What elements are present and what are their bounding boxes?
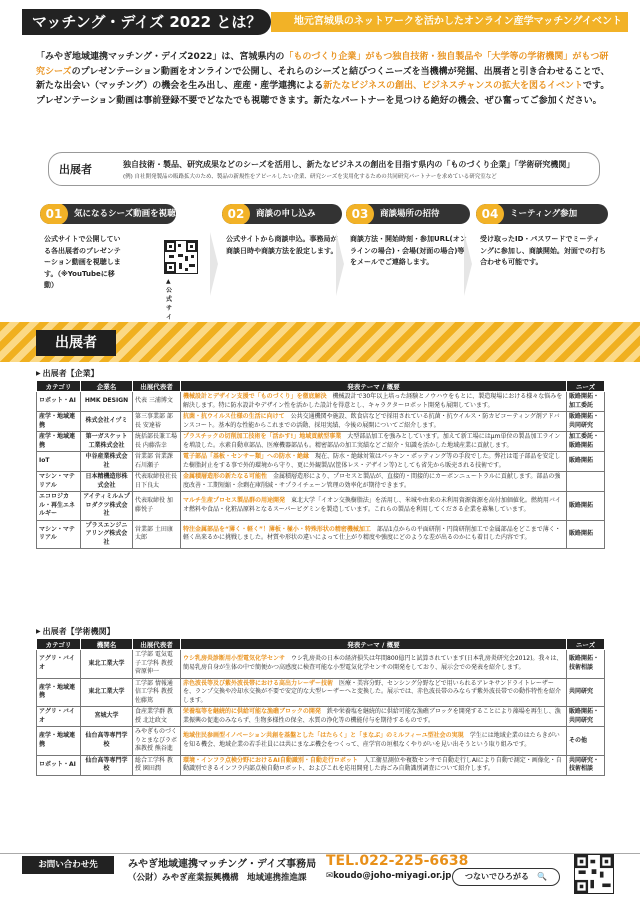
step-2 [222, 204, 342, 304]
row-summary: 東北大学「イオン交換樹脂法」を活用し、米城や由来の未利用資源資源を高付加価値化。燃焼用バイオ燃料や食品・化粧品原料となるスーパーピグミンを製造しています。これらの製品を利用してくださる企業を募集しています。 [183, 497, 561, 513]
official-site-label: ▲公式サイ [166, 278, 173, 321]
row-theme-cell [181, 727, 567, 756]
row-theme-cell [181, 452, 567, 472]
step-3-body: 商談方法・開始時刻・参加URL(オンラインの場合)・会場(対面の場合)等をメールでご連絡します。 [350, 235, 467, 266]
step-arrow-icon [336, 232, 344, 296]
row-needs: 販路開拓・共同研究 [567, 707, 605, 727]
companies-header-row [37, 381, 605, 392]
column-header: カテゴリ [37, 639, 81, 650]
row-needs: 販路開拓・技術相談 [567, 650, 605, 679]
table-row [37, 678, 605, 707]
row-category: アグリ・バイオ [37, 650, 81, 679]
academics-header-row [37, 639, 605, 650]
row-summary: 人工衛星測位や複数センサで自動走行しAIにより自動で測定・画像化・自動識別できるインフラ内部点検自動ロボット、およびこれを応用開発した海ごみ自動識別調査について紹介します。 [183, 756, 562, 772]
contact-organization: （公財）みやぎ産業振興機構 地域連携推進課 [128, 873, 307, 883]
row-summary: 学生には地域企業のはたらきがいを知る機会、地域企業の若手社員には共にまなぶ機会をつくって、産学官の垣根なくやりがいを見い出そうという取り組みです。 [183, 732, 560, 748]
column-header: 出展代表者 [133, 381, 181, 392]
academics-heading: ▶ 出展者【学術機関】 [36, 626, 115, 637]
row-summary: 金属積層造形により、プロセスと製品が、直接的・間接的にカーボンニュートラルに貢献します。部品の強度改善・工期短縮・余剰在庫削減・サプライチェーン管理の効率化が期待できます。 [183, 473, 561, 489]
row-representative: 食産業学群 教授 北辻政文 [133, 707, 181, 727]
step-4 [476, 204, 608, 304]
academics-table [36, 638, 605, 776]
contact-label: お問い合わせ先 [22, 856, 114, 874]
row-summary: 現在、防水・絶縁対策はパッキン・ポッティング等の手段でした。弊社は電子部品を安定した樹脂封止をする事で外的環境から守り、更に外観製品(筐体レス・デザイン等)としても省先から販売される技術です。 [183, 453, 561, 469]
exhibitor-line-1: 独自技術・製品、研究成果などのシーズを活用し、新たなビジネスの創出を目指す県内の「ものづくり企業」「学術研究機関」 [123, 159, 575, 169]
contact-phone[interactable]: TEL.022-225-6638 [326, 853, 469, 869]
column-header: カテゴリ [37, 381, 81, 392]
intro-text-2: のプレゼンテーション動画をオンラインで公開し、それらのシーズと結びつくニーズを当機構が発掘、出展者と引き合わせることで、新たな出会い（マッチング）の機会を生み出し、産産・産学連携による [36, 66, 610, 92]
row-summary: 鉄や栄養塩を継続的に供給可能な漁礁ブロックを開発することにより藻場を再生し、漁業振興の促進のみならず、生物多様性の保全、水質の浄化等の機能付与を期待するものです。 [183, 708, 561, 724]
row-category: マシン・マテリアル [37, 472, 81, 492]
row-theme: 栄養塩等を継続的に供給可能な漁礁ブロックの開発 [183, 708, 321, 715]
step-2-label: 商談の申し込み [256, 209, 316, 219]
table-row [37, 755, 605, 775]
row-category: マシン・マテリアル [37, 520, 81, 549]
row-organization: 中谷産業株式会社 [81, 452, 133, 472]
header [22, 8, 628, 36]
contact-office: みやぎ地域連携マッチング・デイズ事務局 [128, 859, 317, 870]
table-row [37, 472, 605, 492]
steps-flow [40, 204, 608, 321]
row-theme-cell [181, 472, 567, 492]
row-theme-cell [181, 650, 567, 679]
step-2-title [222, 204, 342, 224]
row-organization: 東北工業大学 [81, 650, 133, 679]
row-theme: 赤色波長等及び紫外波長帯における高出力レーザー技術 [183, 679, 334, 687]
row-organization: アイティミルムプロダクツ株式会社 [81, 492, 133, 521]
row-theme-cell [181, 678, 567, 707]
row-theme-cell [181, 755, 567, 775]
row-theme: プラスチックの切削加工技術を「活かす!」地域貢献型事業 [183, 433, 342, 440]
row-summary: 部品1点からの平面研削・円筒研削加工で金属部品をどこまで薄く・軽く出来るかに挑戦しました。材質や形状の違いによって仕上がり精度や強度にどのような差が出るのかにも着目した内容です。 [183, 525, 561, 542]
intro-highlight-1: 「ものづくり企業」がもつ独自技術・独自製品や「大学等の学術機関」がもつ研究シーズ [36, 52, 609, 77]
row-needs: 共同研究・技術相談 [567, 755, 605, 775]
row-organization: プラスエンジニアリング株式会社 [81, 520, 133, 549]
page-subtitle: 地元宮城県のネットワークを活かしたオンライン産学マッチングイベント [271, 12, 628, 32]
exhibitor-line-2: (例) 自社開発製品の販路拡大のため、製品の新規性をアピールしたい企業、研究シーズを実用化するための共同研究パートナーを求めている研究室など [123, 173, 497, 180]
companies-table [36, 380, 605, 549]
row-organization: 宮城大学 [81, 707, 133, 727]
official-site-qr-icon[interactable] [164, 240, 198, 274]
row-needs: 販路開拓・共同研究 [567, 412, 605, 432]
row-needs: 加工委託・販路開拓 [567, 432, 605, 452]
row-summary: 機械設計で30年以上培った経験とノウハウをもとに、製造現場における様々な悩みを解決します。特に防水設計やデザイン性を活かした設計を得意とし、キャラクターロボット開発も展開しています。 [183, 393, 563, 409]
column-header: 出展代表者 [133, 639, 181, 650]
step-1-title [40, 204, 176, 224]
exhibitor-box [48, 152, 600, 186]
step-arrow-icon [210, 232, 218, 296]
row-representative: 代表取締役社長 日下良太 [133, 472, 181, 492]
row-summary: 大型部品加工を強みとしています。加えて新工場にはμm単位の製品加工ラインを増設した。水素自動車部品、医療機器部品も。精密部品の加工実績などご紹介・知識を活かした地域産業に貢献します。 [183, 433, 561, 449]
companies-heading: ▶ 出展者【企業】 [36, 368, 99, 379]
row-representative: みやぎものづくりとまなびラボ 准教授 熊谷進 [133, 727, 181, 756]
step-1 [40, 204, 176, 321]
table-row [37, 727, 605, 756]
step-1-number: 01 [40, 204, 68, 224]
row-theme-cell [181, 432, 567, 452]
row-needs: 共同研究 [567, 678, 605, 707]
row-category: アグリ・バイオ [37, 707, 81, 727]
page-title: マッチング・デイズ 2022 とは？ [22, 9, 271, 35]
row-summary: ウシ乳房炎の日本の経済損失は年間800億円と試算されています(日本乳房炎研究会2012)。我々は、簡易乳房自身が生体の中で簡便かつ高感度に検査可能な小型電気化学センサの開発をしており、展示会での発表を紹介します。 [183, 655, 563, 671]
table-row [37, 392, 605, 412]
row-theme: 金属積層造形の新たなる可能性 [183, 473, 268, 480]
step-1-label: 気になるシーズ動画を視聴 [74, 209, 176, 219]
intro-highlight-2: 新たなビジネスの創出、ビジネスチャンスの拡大を図るイベント [323, 81, 584, 92]
row-summary: 医療・美容分野、センシング分野などで用いられるアレキサンドライトレーザーを、ランプ交換や冷却水交換が不要で安定的な大型レーザーへと変換した。展示では、赤色波長帯のみならず紫外波長帯での動作特性を紹介します。 [183, 679, 562, 704]
row-theme: ウシ乳房炎診断用小型電気化学センサ [183, 655, 286, 663]
row-category: 産学・地域連携 [37, 412, 81, 432]
intro-text-1: 「みやぎ地域連携マッチング・デイズ2022」は、宮城県内の [36, 52, 285, 62]
row-needs: その他 [567, 727, 605, 756]
row-theme: マルチ生産プロセス製品群の用途開発 [183, 497, 286, 505]
step-1-body: 公式サイトで公開している各出展者のプレゼンテーション動画を視聴します。（※YouTubeに移動） [44, 235, 121, 289]
step-arrow-icon [464, 232, 472, 296]
step-4-body: 受け取ったID・パスワードでミーティングに参加し、商談開始。対面での打ち合わせも可能です。 [480, 235, 606, 266]
intro-paragraph [36, 50, 610, 108]
row-representative: 営業部 営業課 石川瀬子 [133, 452, 181, 472]
row-organization: 東北工業大学 [81, 678, 133, 707]
row-needs [567, 472, 605, 492]
row-representative: 代表取締役 加藤悦子 [133, 492, 181, 521]
row-organization: 仙台高等専門学校 [81, 727, 133, 756]
row-representative: 第三事業部 部長 安達裕 [133, 412, 181, 432]
row-category: 産学・地域連携 [37, 727, 81, 756]
row-theme: 環境・インフラ点検分野におけるAI自動識別・自動走行ロボット [183, 756, 358, 764]
row-representative: 総合工学科 教授 園田潤 [133, 755, 181, 775]
column-header: 機関名 [81, 639, 133, 650]
table-row [37, 432, 605, 452]
row-organization: 株式会社イヅミ [81, 412, 133, 432]
step-3-title [346, 204, 470, 224]
row-category: 産学・地域連携 [37, 678, 81, 707]
exhibitor-label: 出展者 [59, 163, 92, 176]
step-4-title [476, 204, 608, 224]
step-2-body: 公式サイトから商談申込。事務局が商談日時や商談方法を設定します。 [226, 235, 338, 255]
row-theme: 抗菌・抗ウイルス仕様の生活に向けて [183, 413, 285, 420]
row-representative: 工学部 情報通信工学科 教授 佐藤篤 [133, 678, 181, 707]
row-category: 産学・地域連携 [37, 432, 81, 452]
intro-text-3: です。プレゼンテーション動画は事前登録不要でどなたでも視聴できます。新たなパートナーを見つける絶好の機会、ぜひ奮ってご参加ください。 [36, 81, 610, 106]
row-category: IoT [37, 452, 81, 472]
table-row [37, 520, 605, 549]
row-category: エコロジカル・再生エネルギー [37, 492, 81, 521]
row-representative: 営業部 土田康太郎 [133, 520, 181, 549]
step-4-number: 04 [476, 204, 504, 224]
row-category: ロボット・AI [37, 392, 81, 412]
row-theme-cell [181, 392, 567, 412]
row-needs: 販路開拓 [567, 492, 605, 521]
contact-email[interactable]: ✉koudo@joho-miyagi.or.jp [326, 871, 452, 881]
step-2-number: 02 [222, 204, 250, 224]
row-organization: 仙台高等専門学校 [81, 755, 133, 775]
footer-qr-icon[interactable] [574, 854, 614, 894]
row-theme: 機械設計とデザイン支援で「ものづくり」を徹底解決 [183, 393, 327, 400]
exhibitor-description [123, 159, 589, 180]
table-row [37, 707, 605, 727]
row-theme-cell [181, 412, 567, 432]
row-representative: 統括部長兼工場長 内藤浩幸 [133, 432, 181, 452]
row-representative: 代表 三浦博文 [133, 392, 181, 412]
row-needs: 販路開拓 [567, 452, 605, 472]
row-needs: 販路開拓・加工委託 [567, 392, 605, 412]
row-organization: 日本精機造形株式会社 [81, 472, 133, 492]
column-header: 企業名 [81, 381, 133, 392]
row-needs: 販路開拓 [567, 520, 605, 549]
row-summary: 公共交通機関や施設、飲食店などで採用されている抗菌・抗ウイルス・防カビコーティング剤アドバンスコート。基本的な性能からこれまでの活動、採用実績、今後の展開についてご紹介します。 [183, 413, 560, 429]
table-row [37, 452, 605, 472]
row-organization: HMK DESIGN [81, 392, 133, 412]
row-theme-cell [181, 707, 567, 727]
row-organization: 第一ガスケット工業株式会社 [81, 432, 133, 452]
step-3-number: 03 [346, 204, 374, 224]
row-category: ロボット・AI [37, 755, 81, 775]
search-button[interactable]: つないでひろがる 🔍 [452, 868, 560, 886]
row-representative: 工学部 電気電子工学科 教授 菅原伸一 [133, 650, 181, 679]
step-3 [346, 204, 470, 304]
row-theme: 電子部品「基板・センサー類」への防水・絶縁 [183, 453, 310, 460]
step-4-label: ミーティング参加 [510, 209, 578, 219]
table-row [37, 650, 605, 679]
table-row [37, 492, 605, 521]
row-theme-cell [181, 492, 567, 521]
column-header: 発表テーマ / 概要 [181, 639, 567, 650]
row-theme-cell [181, 520, 567, 549]
table-row [37, 412, 605, 432]
row-theme: 特注金属部品を“薄く・軽く”！薄板・極小・特殊形状の精密機械加工 [183, 525, 371, 533]
column-header: ニーズ [567, 639, 605, 650]
exhibitors-section-title: 出展者 [36, 330, 116, 356]
column-header: ニーズ [567, 381, 605, 392]
row-theme: 地域住民参画型イノベーション共創を基盤とした「はたらく」と「まなぶ」のミルフィーユ型社会の実現 [183, 732, 464, 740]
column-header: 発表テーマ / 概要 [181, 381, 567, 392]
step-3-label: 商談場所の招待 [380, 209, 440, 219]
